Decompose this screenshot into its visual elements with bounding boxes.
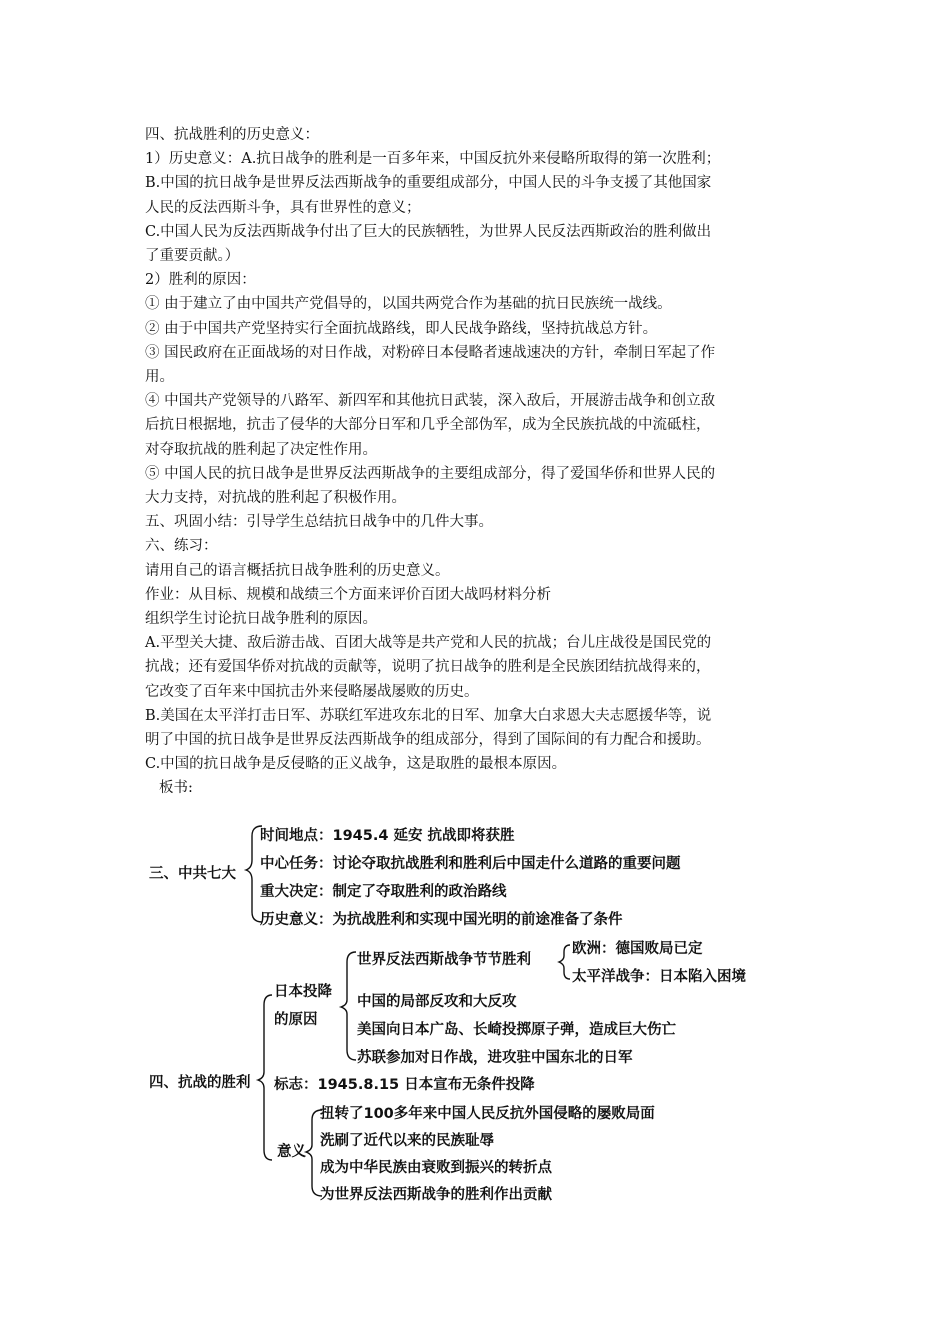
board-reasons-label: 的原因 [274,1012,318,1028]
section-heading: 六、练习： [145,538,218,555]
text-line: 人民的反法西斯斗争，具有世界性的意义； [145,199,421,216]
board-s3-item: 中心任务：讨论夺取抗战胜利和胜利后中国走什么道路的重要问题 [260,856,681,872]
board-s3-item: 时间地点：1945.4 延安 抗战即将获胜 [260,828,515,844]
text-line: C.中国的抗日战争是反侵略的正义战争，这是取胜的最根本原因。 [145,756,567,773]
text-line: 请用自己的语言概括抗日战争胜利的历史意义。 [145,562,450,579]
board-section4-title: 四、抗战的胜利 [149,1075,251,1091]
board-s3-item: 重大决定：制定了夺取胜利的政治路线 [260,884,507,900]
text-line: 了重要贡献。） [145,248,240,265]
text-line: 2）胜利的原因： [145,272,256,289]
text-line: A.平型关大捷、敌后游击战、百团大战等是共产党和人民的抗战；台儿庄战役是国民党的 [145,635,712,652]
text-line: 它改变了百年来中国抗击外来侵略屡战屡败的历史。 [145,683,479,700]
text-line: 用。 [145,369,174,386]
board-reasons-label: 日本投降 [274,984,332,1000]
text-line: ③ 国民政府在正面战场的对日作战，对粉碎日本侵略者速战速决的方针，牵制日军起了作 [145,344,716,361]
board-meaning-label: 意义 [277,1144,306,1160]
board-label: 板书: [159,780,193,797]
text-line: 大力支持，对抗战的胜利起了积极作用。 [145,490,406,507]
text-line: ⑤ 中国人民的抗日战争是世界反法西斯战争的主要组成部分，得了爱国华侨和世界人民的 [145,465,716,482]
board-reason: 中国的局部反攻和大反攻 [357,994,517,1010]
board-s3-item: 历史意义：为抗战胜利和实现中国光明的前途准备了条件 [260,912,623,928]
text-line: B.美国在太平洋打击日军、苏联红军进攻东北的日军、加拿大白求恩大夫志愿援华等，说 [145,707,712,724]
board-reason: 美国向日本广岛、长崎投掷原子弹，造成巨大伤亡 [357,1022,676,1038]
text-line: ② 由于中国共产党坚持实行全面抗战路线，即人民战争路线，坚持抗战总方针。 [145,320,658,337]
text-line: 组织学生讨论抗日战争胜利的原因。 [145,611,377,628]
text-line: B.中国的抗日战争是世界反法西斯战争的重要组成部分，中国人民的斗争支援了其他国家 [145,175,712,192]
board-meaning: 扭转了100多年来中国人民反抗外国侵略的屡败局面 [320,1106,655,1122]
text-line: C.中国人民为反法西斯战争付出了巨大的民族牺牲，为世界人民反法西斯政治的胜利做出 [145,223,712,240]
text-line: ① 由于建立了由中国共产党倡导的，以国共两党合作为基础的抗日民族统一战线。 [145,296,672,313]
board-meaning: 成为中华民族由衰败到振兴的转折点 [320,1160,552,1176]
section-heading: 五、巩固小结：引导学生总结抗日战争中的几件大事。 [145,514,493,531]
board-world-war: 世界反法西斯战争节节胜利 [357,952,531,968]
board-europe: 欧洲：德国败局已定 [572,941,703,957]
board-pacific: 太平洋战争：日本陷入困境 [572,969,746,985]
text-line: 明了中国的抗日战争是世界反法西斯战争的组成部分，得到了国际间的有力配合和援助。 [145,732,711,749]
text-line: 后抗日根据地，抗击了侵华的大部分日军和几乎全部伪军，成为全民族抗战的中流砥柱， [145,417,711,434]
section-heading: 四、抗战胜利的历史意义： [145,127,319,143]
board-reason: 苏联参加对日作战，进攻驻中国东北的日军 [357,1050,633,1066]
board-section3-title: 三、中共七大 [149,866,236,882]
text-line: 对夺取抗战的胜利起了决定性作用。 [145,441,377,458]
board-sign: 标志：1945.8.15 日本宣布无条件投降 [274,1077,535,1093]
board-meaning: 为世界反法西斯战争的胜利作出贡献 [320,1187,552,1203]
board-meaning: 洗刷了近代以来的民族耻辱 [320,1133,494,1149]
text-line: 作业：从目标、规模和战绩三个方面来评价百团大战吗材料分析 [145,586,551,603]
text-line: ④ 中国共产党领导的八路军、新四军和其他抗日武装，深入敌后，开展游击战争和创立敌 [145,393,716,410]
text-line: 1）历史意义：A.抗日战争的胜利是一百多年来，中国反抗外来侵略所取得的第一次胜利； [145,151,721,168]
text-line: 抗战；还有爱国华侨对抗战的贡献等，说明了抗日战争的胜利是全民族团结抗战得来的， [145,659,711,676]
